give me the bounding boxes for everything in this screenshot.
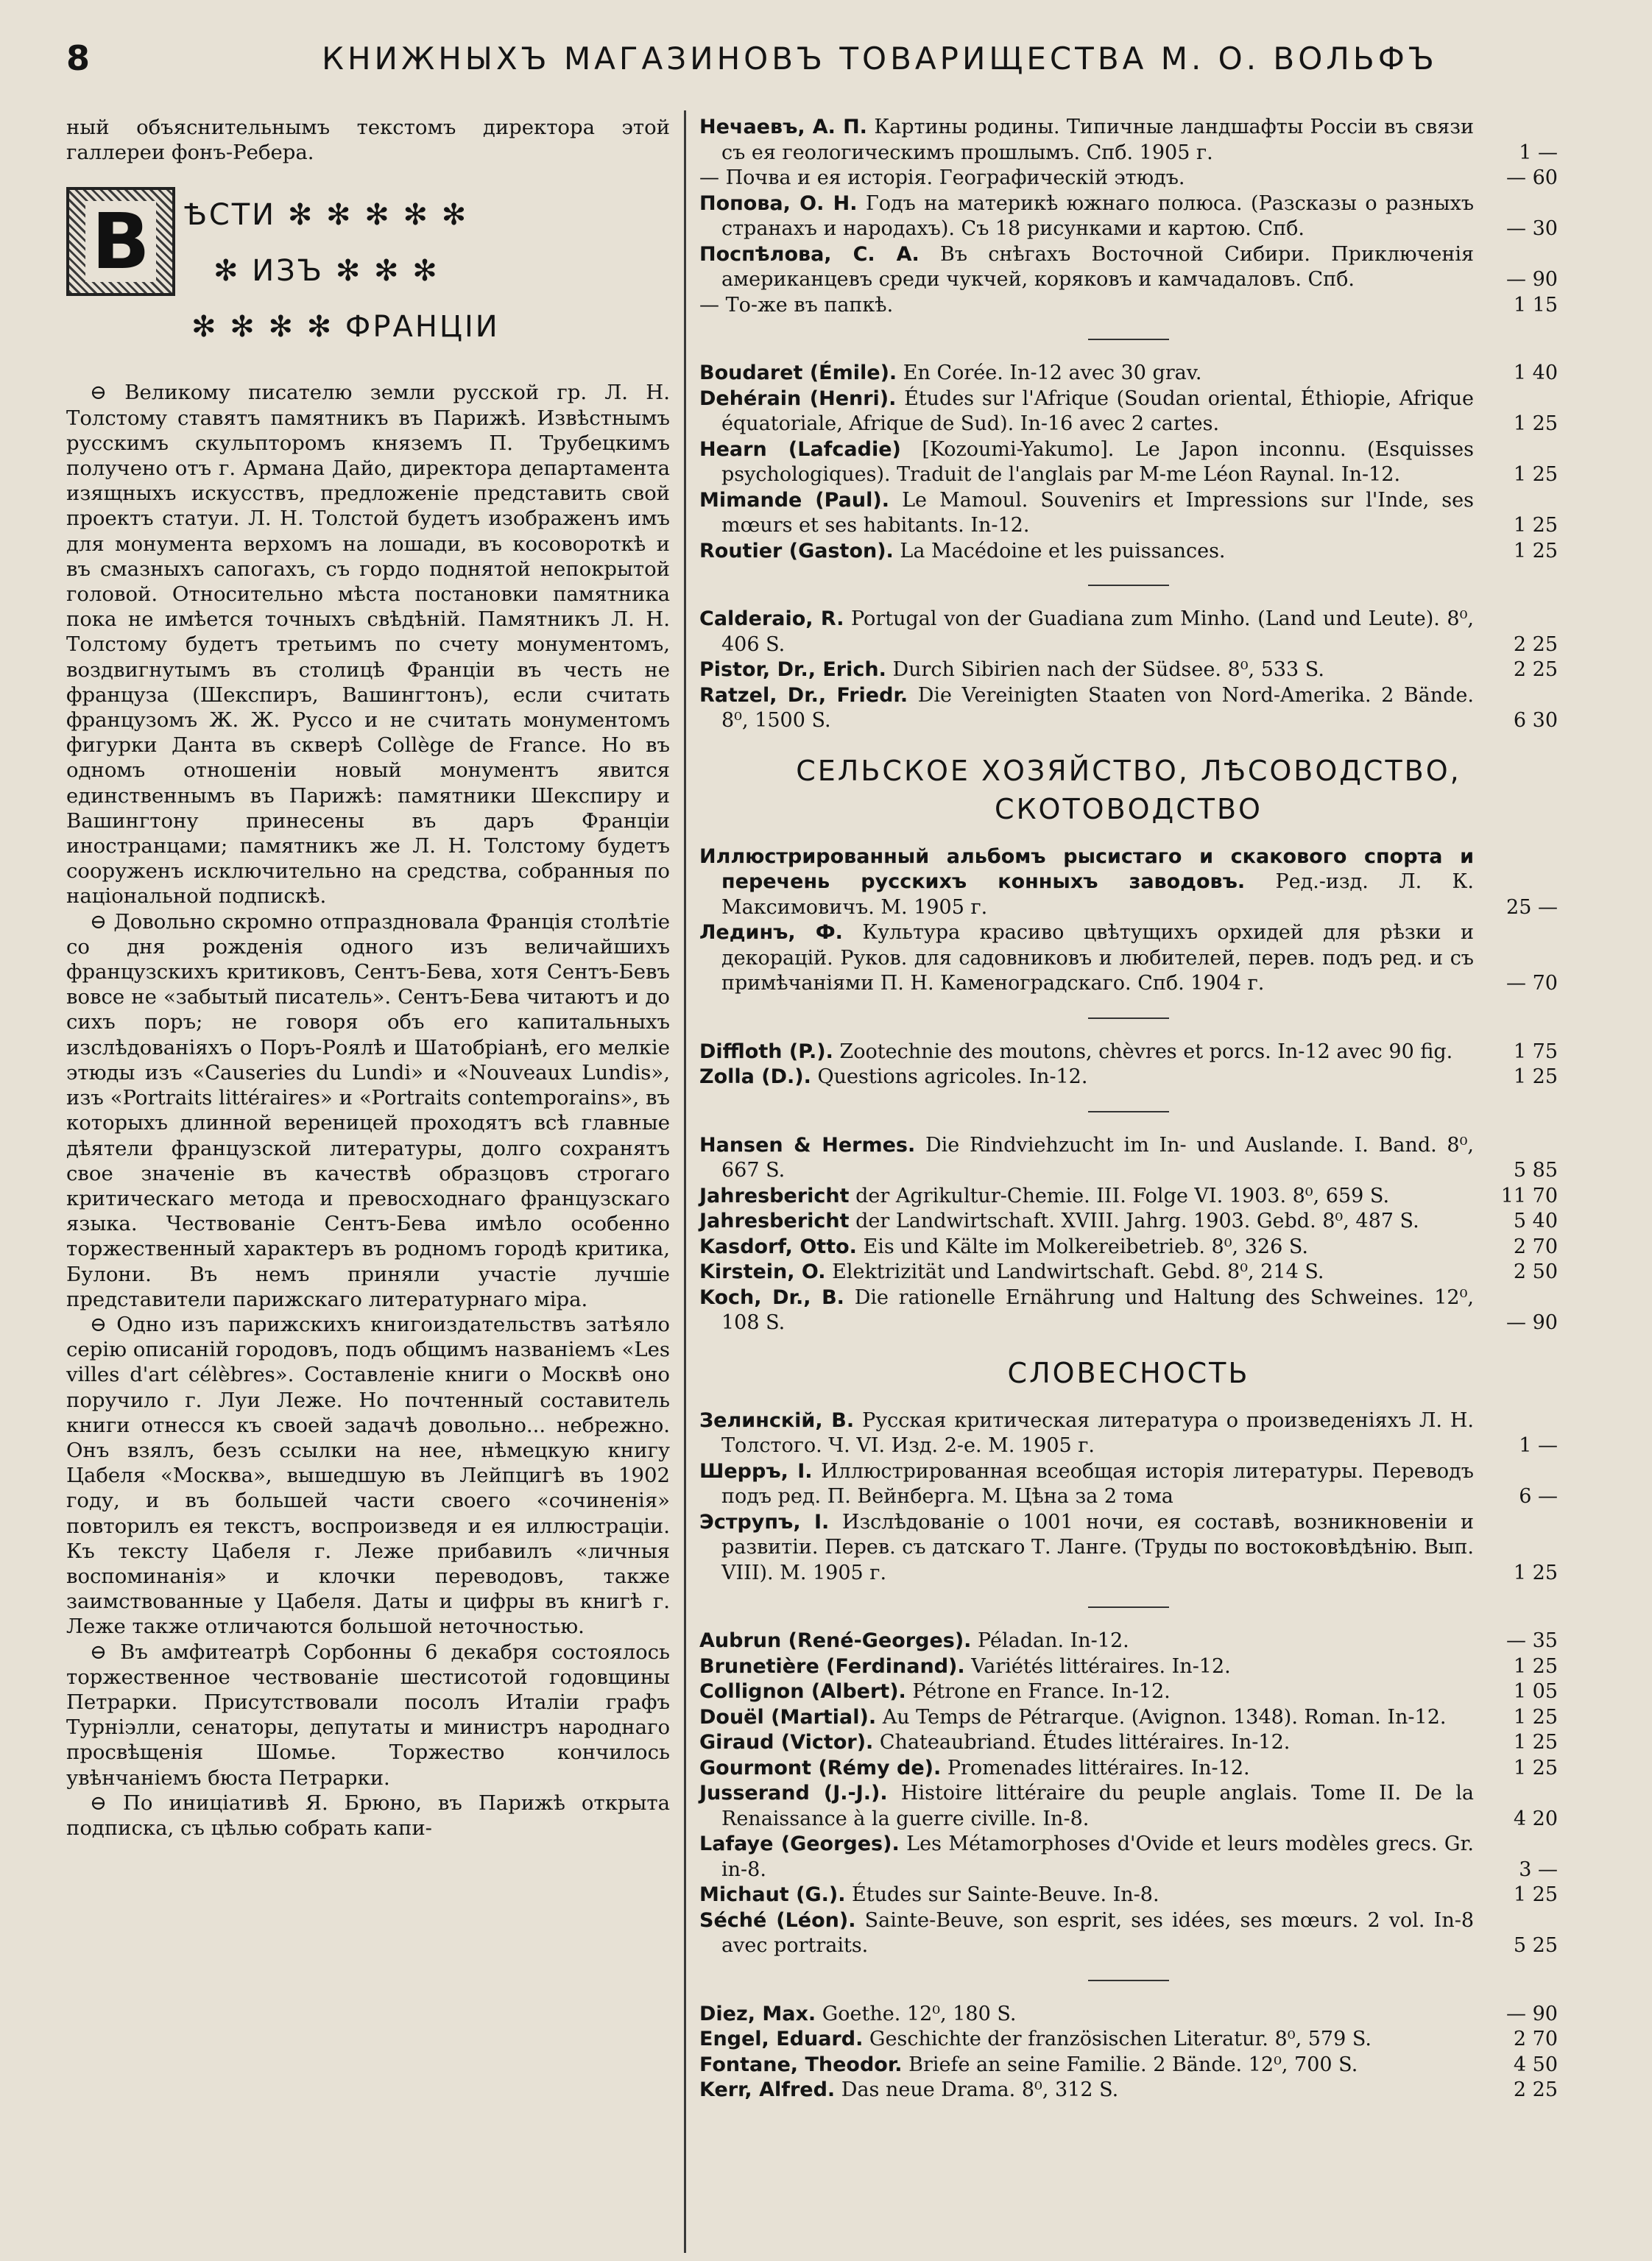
catalog-entry: [699, 387, 1558, 437]
catalog-entry: [699, 1705, 1558, 1731]
entry-title: Les Métamorphoses d'Ovide et leurs modèles grecs. Gr. in-8.: [721, 1833, 1474, 1881]
entry-price: 2 70: [1513, 2028, 1558, 2050]
catalog-entry: [699, 683, 1558, 734]
entry-author: Koch, Dr., B.: [699, 1285, 844, 1309]
entry-price: 2 70: [1513, 1235, 1558, 1258]
decorated-initial: [66, 187, 175, 296]
entry-author: Kirstein, O.: [699, 1260, 826, 1283]
entry-title: Portugal von der Guadiana zum Minho. (Land und Leute). 8⁰, 406 S.: [721, 607, 1474, 656]
section-rule: [1088, 1111, 1169, 1112]
news-paragraph: ⊖ Одно изъ парижскихъ книгоиздательствъ затѣяло серію описаній городовъ, подъ общимъ названіемъ «Les villes d'art célèbres». Составленіе книги о Москвѣ оно поручило г. Луи Леже. Но почтенный составитель книги отнесся къ своей задачѣ довольно... небрежно. Онъ взялъ, безъ ссылки на нее, нѣмецкую книгу Цабеля «Москва», вышедшую въ Лейпцигѣ въ 1902 году, и въ большей части своего «сочиненія» повторилъ ея текстъ, воспроизведя и ея иллюстраціи. Къ тексту Цабеля г. Леже прибавилъ «личныя воспоминанія» и клочки переводовъ, также заимствованные у Цабеля. Даты и цифры въ книгѣ г. Леже также отличаются большой неточностью.: [66, 1312, 670, 1639]
entry-title: der Agrikultur-Chemie. III. Folge VI. 1903. 8⁰, 659 S.: [855, 1184, 1390, 1207]
entry-text: [699, 1285, 1474, 1336]
entry-title: — Почва и ея исторія. Географическій этюдъ.: [699, 166, 1185, 189]
entry-text: [699, 387, 1474, 437]
news-heading: [66, 187, 670, 358]
catalog-entry: [699, 1408, 1558, 1459]
catalog-entry: [699, 657, 1558, 683]
catalog-entry: [699, 844, 1558, 921]
entry-author: Kerr, Alfred.: [699, 2078, 836, 2101]
entry-text: [699, 1629, 1474, 1654]
entry-title: Русская критическая литература о произведеніяхъ Л. Н. Толстого. Ч. VI. Изд. 2-е. М. 1905 г.: [721, 1408, 1475, 1457]
catalog-entry: [699, 1679, 1558, 1705]
entry-price: 1 25: [1513, 1731, 1558, 1754]
entry-author: Douël (Martial).: [699, 1705, 877, 1729]
catalog-entry: [699, 242, 1558, 293]
entry-price: 1 40: [1513, 361, 1558, 384]
entry-price: 1 25: [1513, 539, 1558, 562]
entry-price: — 35: [1506, 1629, 1558, 1652]
entry-author: Giraud (Victor).: [699, 1731, 874, 1754]
entry-price: 6 30: [1513, 709, 1558, 732]
entry-author: Collignon (Albert).: [699, 1680, 906, 1703]
entry-text: [699, 1730, 1474, 1756]
entry-text: [699, 1133, 1474, 1184]
entry-title: Briefe an seine Familie. 2 Bände. 12⁰, 700 S.: [908, 2053, 1358, 2076]
entry-author: Mimande (Paul).: [699, 488, 889, 512]
entry-author: Попова, О. Н.: [699, 191, 858, 215]
catalog-entry: [699, 1040, 1558, 1065]
entry-title: Geschichte der französischen Literatur. 8⁰, 579 S.: [869, 2028, 1372, 2050]
entry-title: Elektrizität und Landwirtschaft. Gebd. 8⁰, 214 S.: [832, 1260, 1324, 1283]
entry-author: Hearn (Lafcadie): [699, 437, 901, 461]
entry-price: 5 25: [1513, 1934, 1558, 1957]
entry-title: Годъ на материкѣ южнаго полюса. (Разсказы о разныхъ странахъ и народахъ). Съ 18 рисунками и картою. Спб.: [721, 191, 1474, 240]
entry-price: 2 25: [1513, 658, 1558, 681]
entry-text: [699, 437, 1474, 488]
entry-price: — 30: [1506, 217, 1558, 240]
entry-author: Diffloth (P.).: [699, 1040, 833, 1063]
entry-price: 2 25: [1513, 632, 1558, 656]
catalog-entry: [699, 1654, 1558, 1680]
catalog-entry: [699, 1832, 1558, 1883]
page-number: 8: [66, 38, 91, 78]
right-column: [670, 115, 1587, 2103]
entry-title: der Landwirtschaft. XVIII. Jahrg. 1903. Gebd. 8⁰, 487 S.: [855, 1210, 1419, 1232]
entry-text: [699, 191, 1474, 242]
catalog-entry: [699, 1883, 1558, 1908]
entry-text: [699, 361, 1474, 387]
entry-author: Jahresbericht: [699, 1210, 850, 1232]
entry-text: [699, 920, 1474, 997]
entry-author: Dehérain (Henri).: [699, 387, 897, 410]
entry-title: Изслѣдованіе о 1001 ночи, ея составѣ, возникновеніи и развитіи. Перев. съ датскаго Т. Ланге. (Труды по востоковѣдѣнію. Вып. VIII). М. 1905 г.: [721, 1510, 1474, 1584]
catalog-entry: [699, 1730, 1558, 1756]
catalog-entry: [699, 1629, 1558, 1654]
left-column: [66, 115, 670, 1841]
entry-title: En Corée. In-12 avec 30 grav.: [903, 361, 1202, 384]
entry-title: Goethe. 12⁰, 180 S.: [822, 2002, 1017, 2025]
catalog-entry: [699, 166, 1558, 191]
catalog-entry: [699, 1209, 1558, 1235]
catalog-entry: [699, 1459, 1558, 1510]
catalog-entry: [699, 2078, 1558, 2103]
entry-text: [699, 166, 1474, 191]
entry-title: Die rationelle Ernährung und Haltung des Schweines. 12⁰, 108 S.: [721, 1285, 1474, 1334]
entry-title: Sainte-Beuve, son esprit, ses idées, ses mœurs. 2 vol. In-8 avec portraits.: [721, 1908, 1475, 1957]
entry-text: [699, 2027, 1474, 2053]
entry-title: Картины родины. Типичные ландшафты Россіи въ связи съ ея геологическимъ прошлымъ. Спб. 1905 г.: [721, 116, 1475, 164]
entry-title: Questions agricoles. In-12.: [817, 1065, 1088, 1088]
catalog-entry: [699, 293, 1558, 319]
news-paragraph: ⊖ Довольно скромно отпраздновала Франція столѣтіе со дня рожденія одного изъ величайшихъ французскихъ критиковъ, Сентъ-Бева, хотя Сентъ-Бевъ вовсе не «забытый писатель». Сентъ-Бева читаютъ и до сихъ поръ; не говоря объ его капитальныхъ изслѣдованіяхъ о Поръ-Роялѣ и Шатобріанѣ, его мелкіе этюды изъ «Causeries du Lundi» и «Nouveaux Lundis», изъ «Portraits littéraires» и «Portraits contemporains», въ которыхъ длинной вереницей проходятъ всѣ главные дѣятели французской литературы, долго сохранятъ свое значеніе въ качествѣ образцовъ строгаго критическаго метода и превосходнаго французскаго языка. Чествованіе Сентъ-Бева имѣло особенно торжественный характеръ въ родномъ городѣ критика, Булони. Въ немъ приняли участіе лучшіе представители парижскаго литературнаго міра.: [66, 909, 670, 1311]
entry-title: Péladan. In-12.: [978, 1629, 1129, 1652]
news-paragraph: ⊖ Въ амфитеатрѣ Сорбонны 6 декабря состоялось торжественное чествованіе шестисотой годовщины Петрарки. Присутствовали посолъ Италіи графъ Турніэлли, сенаторы, депутаты и министръ народнаго просвѣщенія Шомье. Торжество кончилось увѣнчаніемъ бюста Петрарки.: [66, 1640, 670, 1790]
entry-price: 1 25: [1513, 1065, 1558, 1088]
initial-letter: В: [85, 201, 155, 282]
entry-price: 11 70: [1500, 1184, 1558, 1207]
catalog-entry: [699, 920, 1558, 997]
entry-text: [699, 1209, 1474, 1235]
entry-price: 4 20: [1513, 1807, 1558, 1830]
entry-author: Aubrun (René-Georges).: [699, 1629, 972, 1652]
catalog-entry: [699, 361, 1558, 387]
entry-author: Brunetière (Ferdinand).: [699, 1654, 965, 1678]
entry-text: [699, 2078, 1474, 2103]
entry-title: — То-же въ папкѣ.: [699, 293, 894, 317]
entry-author: Gourmont (Rémy de).: [699, 1756, 942, 1779]
entry-text: [699, 1781, 1474, 1832]
entry-title: Études sur l'Afrique (Soudan oriental, Éthiopie, Afrique équatoriale, Afrique de Sud). In-16 avec 2 cartes.: [721, 387, 1474, 435]
entry-text: [699, 1235, 1474, 1260]
entry-author: Lafaye (Georges).: [699, 1833, 900, 1855]
catalog-entry: [699, 1510, 1558, 1587]
page-header: [66, 32, 1612, 84]
entry-text: [699, 115, 1474, 166]
entry-text: [699, 539, 1474, 565]
entry-text: [699, 607, 1474, 657]
entry-title: Zootechnie des moutons, chèvres et porcs. In-12 avec 90 fig.: [839, 1040, 1453, 1063]
entry-author: Эструпъ, І.: [699, 1510, 830, 1534]
entry-title: Études sur Sainte-Beuve. In-8.: [852, 1883, 1159, 1906]
entry-text: [699, 1184, 1474, 1210]
section-rule: [1088, 1017, 1169, 1019]
entry-title: [Kozoumi-Yakumo]. Le Japon inconnu. (Esquisses psychologiques). Traduit de l'anglais par M-me Léon Raynal. In-12.: [721, 437, 1474, 486]
entry-price: 1 25: [1513, 463, 1558, 486]
entry-text: [699, 1065, 1474, 1090]
entry-price: 4 50: [1513, 2053, 1558, 2076]
section-title: СЛОВЕСНОСТЬ: [1007, 1356, 1250, 1389]
entry-text: [699, 1756, 1474, 1782]
entry-price: 1 —: [1519, 1434, 1558, 1457]
entry-text: [699, 1654, 1474, 1680]
catalog-entry: [699, 1756, 1558, 1782]
section-rule: [1088, 339, 1169, 340]
entry-text: [699, 683, 1474, 734]
entry-title: Au Temps de Pétrarque. (Avignon. 1348). Roman. In-12.: [882, 1705, 1447, 1729]
entry-title: Histoire littéraire du peuple anglais. Tome II. De la Renaissance à la guerre civille. In-8.: [721, 1782, 1474, 1830]
entry-author: Michaut (G.).: [699, 1883, 846, 1906]
catalog-entry: [699, 488, 1558, 539]
entry-text: [699, 1510, 1474, 1587]
entry-text: [699, 242, 1474, 293]
entry-price: 1 —: [1519, 141, 1558, 164]
entry-author: Fontane, Theodor.: [699, 2053, 903, 2076]
heading-line-2: ✻ ИЗЪ ✻ ✻ ✻: [213, 254, 440, 289]
entry-text: [699, 2053, 1474, 2078]
entry-author: Зелинскій, В.: [699, 1408, 855, 1432]
entry-text: [699, 1040, 1474, 1065]
entry-author: Hansen & Hermes.: [699, 1133, 916, 1157]
entry-price: — 60: [1506, 166, 1558, 189]
entry-price: 25 —: [1506, 895, 1558, 919]
entry-author: Лединъ, Ф.: [699, 921, 843, 944]
entry-title: Eis und Kälte im Molkereibetrieb. 8⁰, 326 S.: [863, 1235, 1308, 1258]
entry-author: Séché (Léon).: [699, 1908, 856, 1932]
catalog-entry: [699, 1908, 1558, 1959]
entry-author: Нечаевъ, А. П.: [699, 116, 867, 138]
entry-title: Культура красиво цвѣтущихъ орхидей для рѣзки и декорацій. Руков. для садовниковъ и любителей, перев. подъ ред. и съ примѣчаніями П. Н. Каменоградскаго. Спб. 1904 г.: [721, 921, 1474, 995]
entry-title: Variétés littéraires. In-12.: [971, 1654, 1231, 1678]
entry-author: Routier (Gaston).: [699, 539, 894, 562]
section-rule: [1088, 1606, 1169, 1608]
entry-text: [699, 1832, 1474, 1883]
catalog-entry: [699, 1065, 1558, 1090]
section-rule: [1088, 585, 1169, 586]
entry-text: [699, 1260, 1474, 1285]
entry-text: [699, 1883, 1474, 1908]
news-paragraph: ⊖ По иниціативѣ Я. Брюно, въ Парижѣ открыта подписка, съ цѣлью собрать капи-: [66, 1791, 670, 1840]
entry-author: Diez, Max.: [699, 2002, 816, 2025]
entry-title: Die Vereinigten Staaten von Nord-Amerika. 2 Bände. 8⁰, 1500 S.: [721, 683, 1474, 732]
entry-price: 1 25: [1513, 1883, 1558, 1906]
entry-price: — 90: [1506, 268, 1558, 291]
entry-text: [699, 1459, 1474, 1510]
entry-price: 5 85: [1513, 1159, 1558, 1182]
entry-price: 1 75: [1513, 1040, 1558, 1063]
news-paragraph: ⊖ Великому писателю земли русской гр. Л. Н. Толстому ставятъ памятникъ въ Парижѣ. Извѣстнымъ русскимъ скульпторомъ княземъ П. Трубецкимъ получено отъ г. Армана Дайо, директора департамента изящныхъ искусствъ, предложеніе представить свой проектъ статуи. Л. Н. Толстой будетъ изображенъ имъ для монумента верхомъ на лошади, въ косовороткѣ и въ смазныхъ сапогахъ, съ гордо поднятой непокрытой головой. Относительно мѣста постановки памятника пока не имѣется точныхъ свѣдѣній. Памятникъ Л. Н. Толстому будетъ третьимъ по счету монументомъ, воздвигнутымъ въ столицѣ Франціи въ честь не француза (Шекспиръ, Вашингтонъ), если считать французомъ Ж. Ж. Руссо и не считать монументомъ фигурки Данта въ скверѣ Collège de France. Но въ одномъ отношеніи новый монументъ явится единственнымъ въ Парижѣ: памятники Шекспиру и Вашингтону принесены въ даръ Франціи иностранцами; памятникъ же Л. Н. Толстому будетъ сооруженъ исключительно на средства, собранныя по національной подпискѣ.: [66, 381, 670, 909]
entry-text: [699, 2002, 1474, 2028]
entry-text: [699, 1705, 1474, 1731]
entry-title: Die Rindviehzucht im In- und Auslande. I. Band. 8⁰, 667 S.: [721, 1133, 1474, 1182]
catalog-entry: [699, 191, 1558, 242]
entry-title: Въ снѣгахъ Восточной Сибири. Приключенія американцевъ среди чукчей, коряковъ и камчадаловъ. Спб.: [721, 242, 1474, 291]
entry-price: 6 —: [1519, 1485, 1558, 1508]
entry-price: 1 25: [1513, 1654, 1558, 1678]
entry-price: — 90: [1506, 2002, 1558, 2025]
catalog-entry: [699, 115, 1558, 166]
entry-price: — 90: [1506, 1311, 1558, 1334]
entry-price: 2 25: [1513, 2078, 1558, 2101]
catalog-list: [699, 115, 1558, 2103]
entry-author: Jahresbericht: [699, 1184, 850, 1207]
entry-price: 1 25: [1513, 412, 1558, 435]
entry-text: [699, 293, 1474, 319]
entry-price: 1 25: [1513, 1561, 1558, 1584]
heading-line-1: ѢСТИ ✻ ✻ ✻ ✻ ✻: [184, 198, 469, 233]
catalog-entry: [699, 2053, 1558, 2078]
entry-price: 2 50: [1513, 1260, 1558, 1283]
section-rule: [1088, 1980, 1169, 1981]
catalog-entry: [699, 437, 1558, 488]
section-title: СЕЛЬСКОЕ ХОЗЯЙСТВО, ЛѢСОВОДСТВО, СКОТОВОДСТВО: [796, 754, 1461, 825]
intro-paragraph: ный объяснительнымъ текстомъ директора этой галлереи фонъ-Ребера.: [66, 116, 670, 165]
entry-author: Иллюстрированный альбомъ рысистаго и скакового спорта и перечень русскихъ конныхъ заводовъ.: [699, 844, 1474, 893]
running-title: КНИЖНЫХЪ МАГАЗИНОВЪ ТОВАРИЩЕСТВА М. О. ВОЛЬФЪ: [322, 40, 1438, 77]
entry-title: Das neue Drama. 8⁰, 312 S.: [841, 2078, 1119, 2101]
entry-author: Boudaret (Émile).: [699, 361, 897, 384]
entry-price: 1 25: [1513, 1756, 1558, 1779]
entry-author: Jusserand (J.-J.).: [699, 1782, 888, 1805]
entry-title: La Macédoine et les puissances.: [900, 539, 1226, 562]
entry-title: Durch Sibirien nach der Südsee. 8⁰, 533 S.: [892, 658, 1324, 681]
catalog-entry: [699, 539, 1558, 565]
catalog-entry: [699, 2002, 1558, 2028]
catalog-entry: [699, 1184, 1558, 1210]
catalog-entry: [699, 607, 1558, 657]
entry-author: Шерръ, І.: [699, 1459, 813, 1483]
entry-price: — 70: [1506, 972, 1558, 995]
catalog-entry: [699, 1235, 1558, 1260]
heading-line-3: ✻ ✻ ✻ ✻ ФРАНЦІИ: [191, 310, 500, 345]
entry-price: 1 05: [1513, 1680, 1558, 1703]
entry-text: [699, 657, 1474, 683]
entry-title: Pétrone en France. In-12.: [912, 1680, 1171, 1703]
entry-author: Pistor, Dr., Erich.: [699, 658, 886, 681]
entry-title: Иллюстрированная всеобщая исторія литературы. Переводъ подъ ред. П. Вейнберга. М. Цѣна за 2 тома: [721, 1459, 1474, 1508]
catalog-entry: [699, 1781, 1558, 1832]
catalog-entry: [699, 1133, 1558, 1184]
catalog-entry: [699, 1285, 1558, 1336]
entry-price: 3 —: [1519, 1858, 1558, 1881]
heading-text: [184, 187, 670, 355]
entry-author: Calderaio, R.: [699, 607, 844, 630]
entry-title: Chateaubriand. Études littéraires. In-12.: [879, 1731, 1291, 1754]
entry-author: Engel, Eduard.: [699, 2028, 864, 2050]
entry-text: [699, 1908, 1474, 1959]
entry-title: Le Mamoul. Souvenirs et Impressions sur l'Inde, ses mœurs et ses habitants. In-12.: [721, 488, 1474, 537]
entry-price: 1 25: [1513, 1705, 1558, 1729]
entry-text: [699, 488, 1474, 539]
entry-price: 1 25: [1513, 514, 1558, 537]
entry-price: 5 40: [1513, 1210, 1558, 1232]
entry-text: [699, 844, 1474, 921]
catalog-entry: [699, 2027, 1558, 2053]
entry-author: Zolla (D.).: [699, 1065, 811, 1088]
entry-text: [699, 1408, 1474, 1459]
entry-title: Ред.-изд. Л. К. Максимовичъ. М. 1905 г.: [721, 870, 1474, 919]
entry-author: Kasdorf, Otto.: [699, 1235, 857, 1258]
entry-author: Поспѣлова, С. А.: [699, 242, 919, 266]
entry-author: Ratzel, Dr., Friedr.: [699, 683, 908, 707]
entry-text: [699, 1679, 1474, 1705]
entry-title: Promenades littéraires. In-12.: [947, 1756, 1250, 1779]
catalog-entry: [699, 1260, 1558, 1285]
entry-price: 1 15: [1513, 293, 1558, 317]
